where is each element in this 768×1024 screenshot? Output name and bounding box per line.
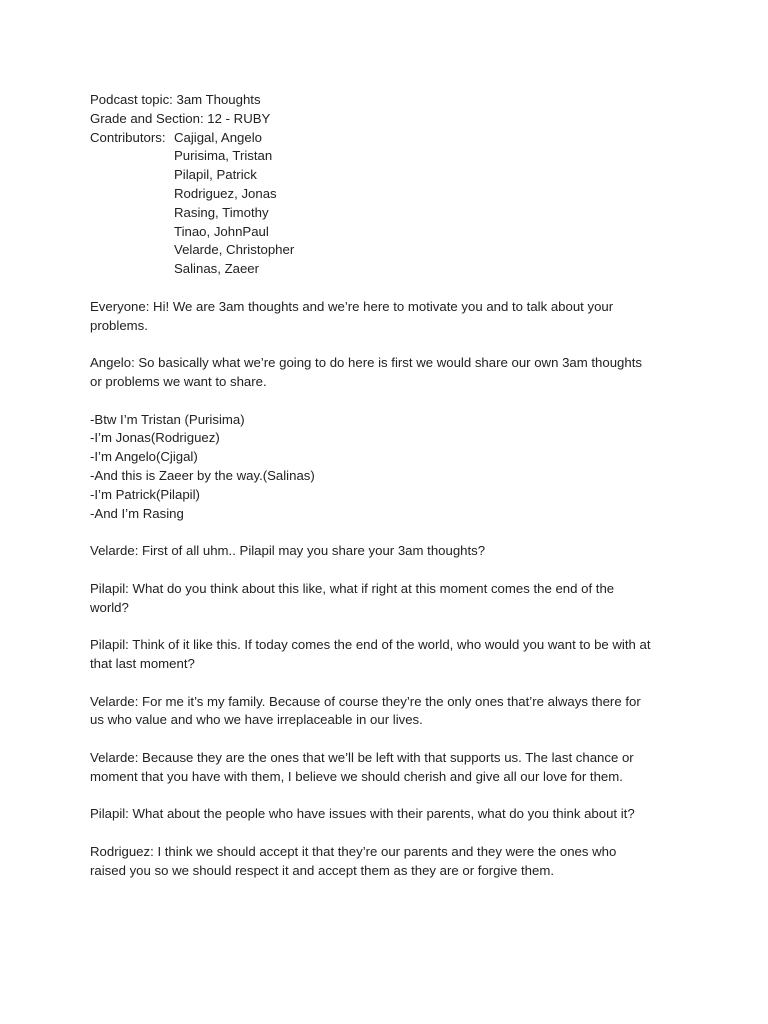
spacer [90,335,690,354]
introduction-item: -I’m Patrick(Pilapil) [90,486,200,502]
spacer [90,824,690,843]
contributor-name: Tinao, JohnPaul [174,223,269,239]
text-line: Rodriguez: I think we should accept it that they’re our parents and they were the ones who [90,843,617,859]
contributor-name: Purisima, Tristan [174,148,273,164]
dialogue-paragraph [90,693,690,731]
introduction-item: -And this is Zaeer by the way.(Salinas) [90,467,315,483]
dialogue-paragraph [90,805,690,824]
text-line: Pilapil: What about the people who have issues with their parents, what do you think about it? [90,806,635,822]
text-line: Velarde: First of all uhm.. Pilapil may you share your 3am thoughts? [90,543,486,559]
text-line: that last moment? [90,655,195,671]
contributor-name: Rodriguez, Jonas [174,185,277,201]
text-line: world? [90,599,129,615]
text-line: Velarde: Because they are the ones that we’ll be left with that supports us. The last chance or [90,749,634,765]
dialogue-paragraph [90,749,690,787]
contributor-name: Rasing, Timothy [174,204,269,220]
dialogue-paragraph [90,843,690,881]
spacer [90,674,690,693]
spacer [90,730,690,749]
introductions-list [90,411,690,524]
text-line: us who value and who we have irreplaceable in our lives. [90,712,423,728]
spacer [90,561,690,580]
text-line: or problems we want to share. [90,373,267,389]
angelo-line [90,354,690,392]
text-line: Angelo: So basically what we’re going to do here is first we would share our own 3am thoughts [90,355,642,371]
introduction-item: -I’m Angelo(Cjigal) [90,449,198,465]
contributor-name: Salinas, Zaeer [174,261,260,277]
podcast-topic: Podcast topic: 3am Thoughts [90,92,261,107]
contributors-block [90,129,690,279]
spacer [90,617,690,636]
text-line: Velarde: For me it’s my family. Because of course they’re the only ones that’re always there for [90,693,641,709]
document-page [90,91,690,880]
introduction-item: -Btw I’m Tristan (Purisima) [90,411,245,427]
spacer [90,392,690,411]
introduction-item: -And I’m Rasing [90,505,184,521]
text-line: Pilapil: Think of it like this. If today comes the end of the world, who would you want to be with at [90,637,651,653]
dialogue-paragraph [90,580,690,618]
spacer [90,279,690,298]
contributor-name: Cajigal, Angelo [174,129,262,145]
dialogue-paragraph [90,542,690,561]
contributors-list [174,129,294,279]
everyone-line [90,298,690,336]
spacer [90,786,690,805]
grade-section: Grade and Section: 12 - RUBY [90,110,271,126]
dialogue-paragraph [90,636,690,674]
spacer [90,523,690,542]
contributor-name: Velarde, Christopher [174,242,295,258]
text-line: Pilapil: What do you think about this like, what if right at this moment comes the end of the [90,580,615,596]
text-line: moment that you have with them, I believe we should cherish and give all our love for them. [90,768,623,784]
introduction-item: -I’m Jonas(Rodriguez) [90,430,220,446]
text-line: problems. [90,317,148,333]
contributor-name: Pilapil, Patrick [174,167,257,183]
contributors-label: Contributors: [90,129,166,145]
text-line: raised you so we should respect it and accept them as they are or forgive them. [90,862,555,878]
text-line: Everyone: Hi! We are 3am thoughts and we’re here to motivate you and to talk about your [90,298,614,314]
